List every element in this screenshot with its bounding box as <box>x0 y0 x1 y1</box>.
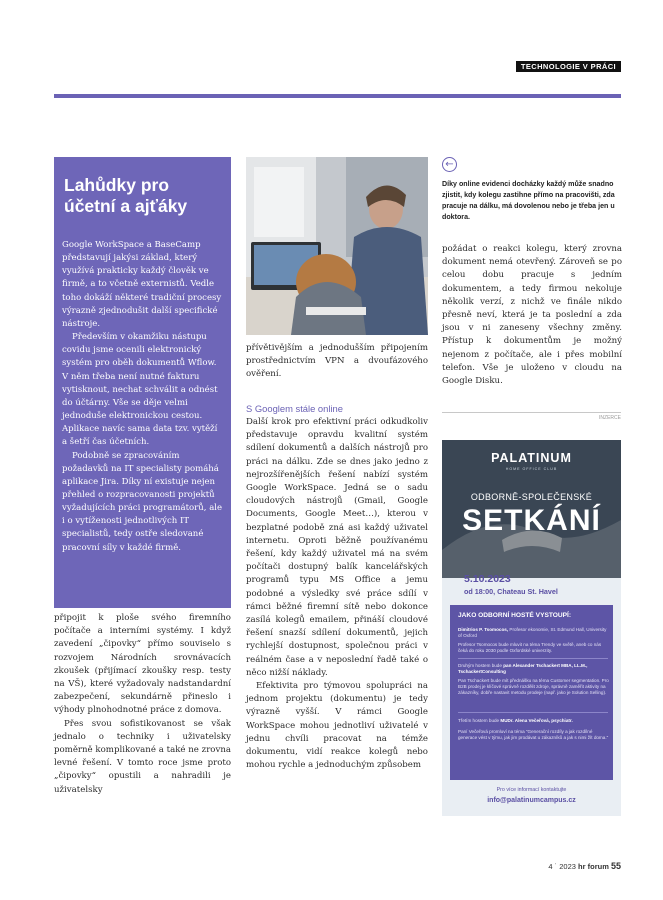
speaker-intro: Třetím hostem bude <box>458 718 500 723</box>
subheading: S Googlem stále online <box>246 403 343 414</box>
ad-contact-label: Pro více informací kontaktujte <box>496 787 567 793</box>
ad-speakers-box <box>450 605 613 780</box>
ad-contact-email[interactable]: info@palatinumcampus.cz <box>487 797 576 804</box>
ad-time: od 18:00, Chateau St. Havel <box>464 587 558 596</box>
sidebar-paragraph: Google WorkSpace a BaseCamp představují jakýsi základ, který využívá prakticky každý člověk ve firmě, a to včetně externistů. Vedle toho dokáží některé tradiční procesy výrazně zjednodušit další specifické nástroje. <box>62 240 222 329</box>
body-paragraph: požádat o reakci kolegu, který zrovna dokument nemá otevřený. Zároveň se po celou dobu pracuje s jedním dokumentem, a tedy firmou nekoluje několik verzí, z nichž ve finále nikdo přesně neví, která je ta poslední a zda jsou v ni zaneseny všechny změny. Přístup k dokumentům je možný nejenom z počítače, ale i přes mobilní telefon. Vše je uloženo v cloudu na Google Disku. <box>442 244 622 387</box>
body-paragraph: připojit k ploše svého firemního počítače a interními systémy. I když zavedení „čipovky“ přímo souviselo s rozvojem Národních srovnávacích zkoušek (přijímací zkoušky resp. testy na VŠ), které vyžadovaly nadstandardní zabezpečení, sekundárně přineslo i výhody plnohodnotné práce z domova. <box>54 613 231 716</box>
ad-divider <box>458 712 608 713</box>
speaker-intro: Druhým hostem bude <box>458 663 502 668</box>
body-column-2-top <box>246 342 428 382</box>
ad-speaker-1 <box>458 627 610 639</box>
sidebar-box <box>54 157 231 608</box>
sidebar-paragraph: Podobně se zpracováním požadavků na IT specialisty pomáhá aplikace Jira. Díky ní existuje nejen přehled o rozpracovanosti projektů vyžadujících práci programátorů, ale i o vytíženosti jednotlivých IT specialistů, tedy ostře sledované pracovní síly v každé firmě. <box>62 450 223 553</box>
sidebar-body <box>62 239 225 555</box>
ad-logo: PALATINUM <box>491 451 572 465</box>
body-paragraph: přívětivějším a jednodušším připojením prostřednictvím VPN a dvoufázového ověření. <box>246 343 428 380</box>
body-paragraph: Další krok pro efektivní práci odkudkoliv představuje opravdu kvalitní systém sdílení dokumentů a dalších nástrojů pro práci na dálku. Zde se dnes jako jedno z nejrozšířenějších řešení nabízí systém Google WorkSpace. Jedná se o sadu cloudových nástrojů (Gmail, Google Documents, Google Meet…), kterou v bezplatné podobě zná asi každý uživatel internetu. Oproti běžně používanému řešení, kdy každý uživatel má na svém počítači dostupný balík kancelářských programů typu MS Office a jemu podobné a výsledky své práce sdílí v rámci běžné firemní sítě nebo dokonce zasílá kolegů emailem, přináší cloudové řešení snazší sdílení dokumentů, jejich rychlejší dostupnost, společnou práci v reálném čase a v neposlední řadě také o něco nižší náklady. <box>246 417 428 678</box>
advertisement <box>442 440 621 816</box>
speaker-role: Profesor ekonomie, St. Edmund Hall, University of Oxford <box>458 627 607 639</box>
body-column-3 <box>442 243 622 388</box>
ad-divider <box>458 658 608 659</box>
header-rule <box>54 94 621 98</box>
ad-speakers-heading: JAKO ODBORNÍ HOSTÉ VYSTOUPÍ: <box>458 612 572 619</box>
ad-date: 5.10.2023 <box>464 573 511 585</box>
body-paragraph: Přes svou sofistikovanost se však jednalo o techniky i uživatelsky poměrně komplikované a také ne zrovna levné řešení. V tomto roce jsme proto „čipovky“ opustili a nahradili je uživatelsky <box>54 718 231 795</box>
article-photo <box>246 157 428 335</box>
arrow-left-icon: ← <box>442 157 457 172</box>
body-column-2 <box>246 402 428 772</box>
sidebar-title: Lahůdky pro účetní a ajťáky <box>64 175 188 216</box>
ad-speaker-3 <box>458 718 610 724</box>
section-tag: TECHNOLOGIE V PRÁCI <box>516 61 621 72</box>
magazine-brand: hr forum <box>578 862 609 871</box>
ad-title: SETKÁNÍ <box>462 504 601 537</box>
issue-number: 4 ˙ 2023 <box>548 862 576 871</box>
speaker-name: Dimitrios P. Tsomocos, <box>458 627 509 632</box>
page-number: 55 <box>610 861 621 871</box>
body-paragraph: Efektivita pro týmovou spolupráci na jednom projektu (dokumentu) je tedy výrazně vyšší. V rámci Google WorkSpace mohou jednotliví uživatelé v jednu chvíli pracovat na témže dokumentu, vidí reakce kolegů nebo mohou rychle a jednoduchým způsobem <box>246 681 428 771</box>
ad-speaker-2 <box>458 663 610 675</box>
photo-office-scene <box>246 157 428 335</box>
ad-speaker-2-talk: Pan Tschackert bude mít přednášku na téma Customer segmentation. Pro B2B prodej je klíčové správně rozdělit zdroje, správně zaměřit aktivity na zákazníky, dobře nastavit metodu prodeje (např. jako je Solution Selling). <box>458 678 609 696</box>
ad-speaker-1-talk: Profesor Tsomocos bude mluvit na téma Trendy ve světě, aneb co nás čeká do roku 2030 podle Oxfordské univerzity. <box>458 642 602 654</box>
sidebar-paragraph: Především v okamžiku nástupu covidu jsme ocenili elektronický systém pro oběh dokumentů Wflow. V něm třeba není nutné fakturu vytisknout, nechat schválit a odnést do účtárny. Vše se děje velmi jednoduše elektronickou cestou. Aplikace navíc sama data tzv. vytěží a šetří čas účetních. <box>62 332 218 448</box>
ad-pretitle: ODBORNĚ-SPOLEČENSKÉ <box>470 492 593 502</box>
photo-caption-area <box>442 157 622 223</box>
ad-speaker-3-talk: Paní Večeřová promluví na téma "Generační rozdíly a jak rozdílné generace vést v týmu, jak jim prodávat u zákazníků a jak s nimi žít doma." <box>458 729 609 741</box>
photo-caption: Díky online evidenci docházky každý může snadno zjistit, kdy kolegu zastihne přímo na pracovišti, zda pracuje na dálku, má dovolenou nebo je třeba jen u doktora. <box>442 180 615 221</box>
advert-label: INZERCE <box>442 412 621 421</box>
body-column-1 <box>54 612 231 797</box>
ad-logo-subtitle: HOME OFFICE CLUB <box>505 467 558 471</box>
speaker-name: MUDr. Alena Večeřová, psychiatr. <box>500 718 573 723</box>
speaker-name: pan Alexander Tschackert MBA, LL.M., TschackertConsulting <box>458 663 588 675</box>
ad-header <box>442 440 621 578</box>
page-folio <box>548 861 621 871</box>
